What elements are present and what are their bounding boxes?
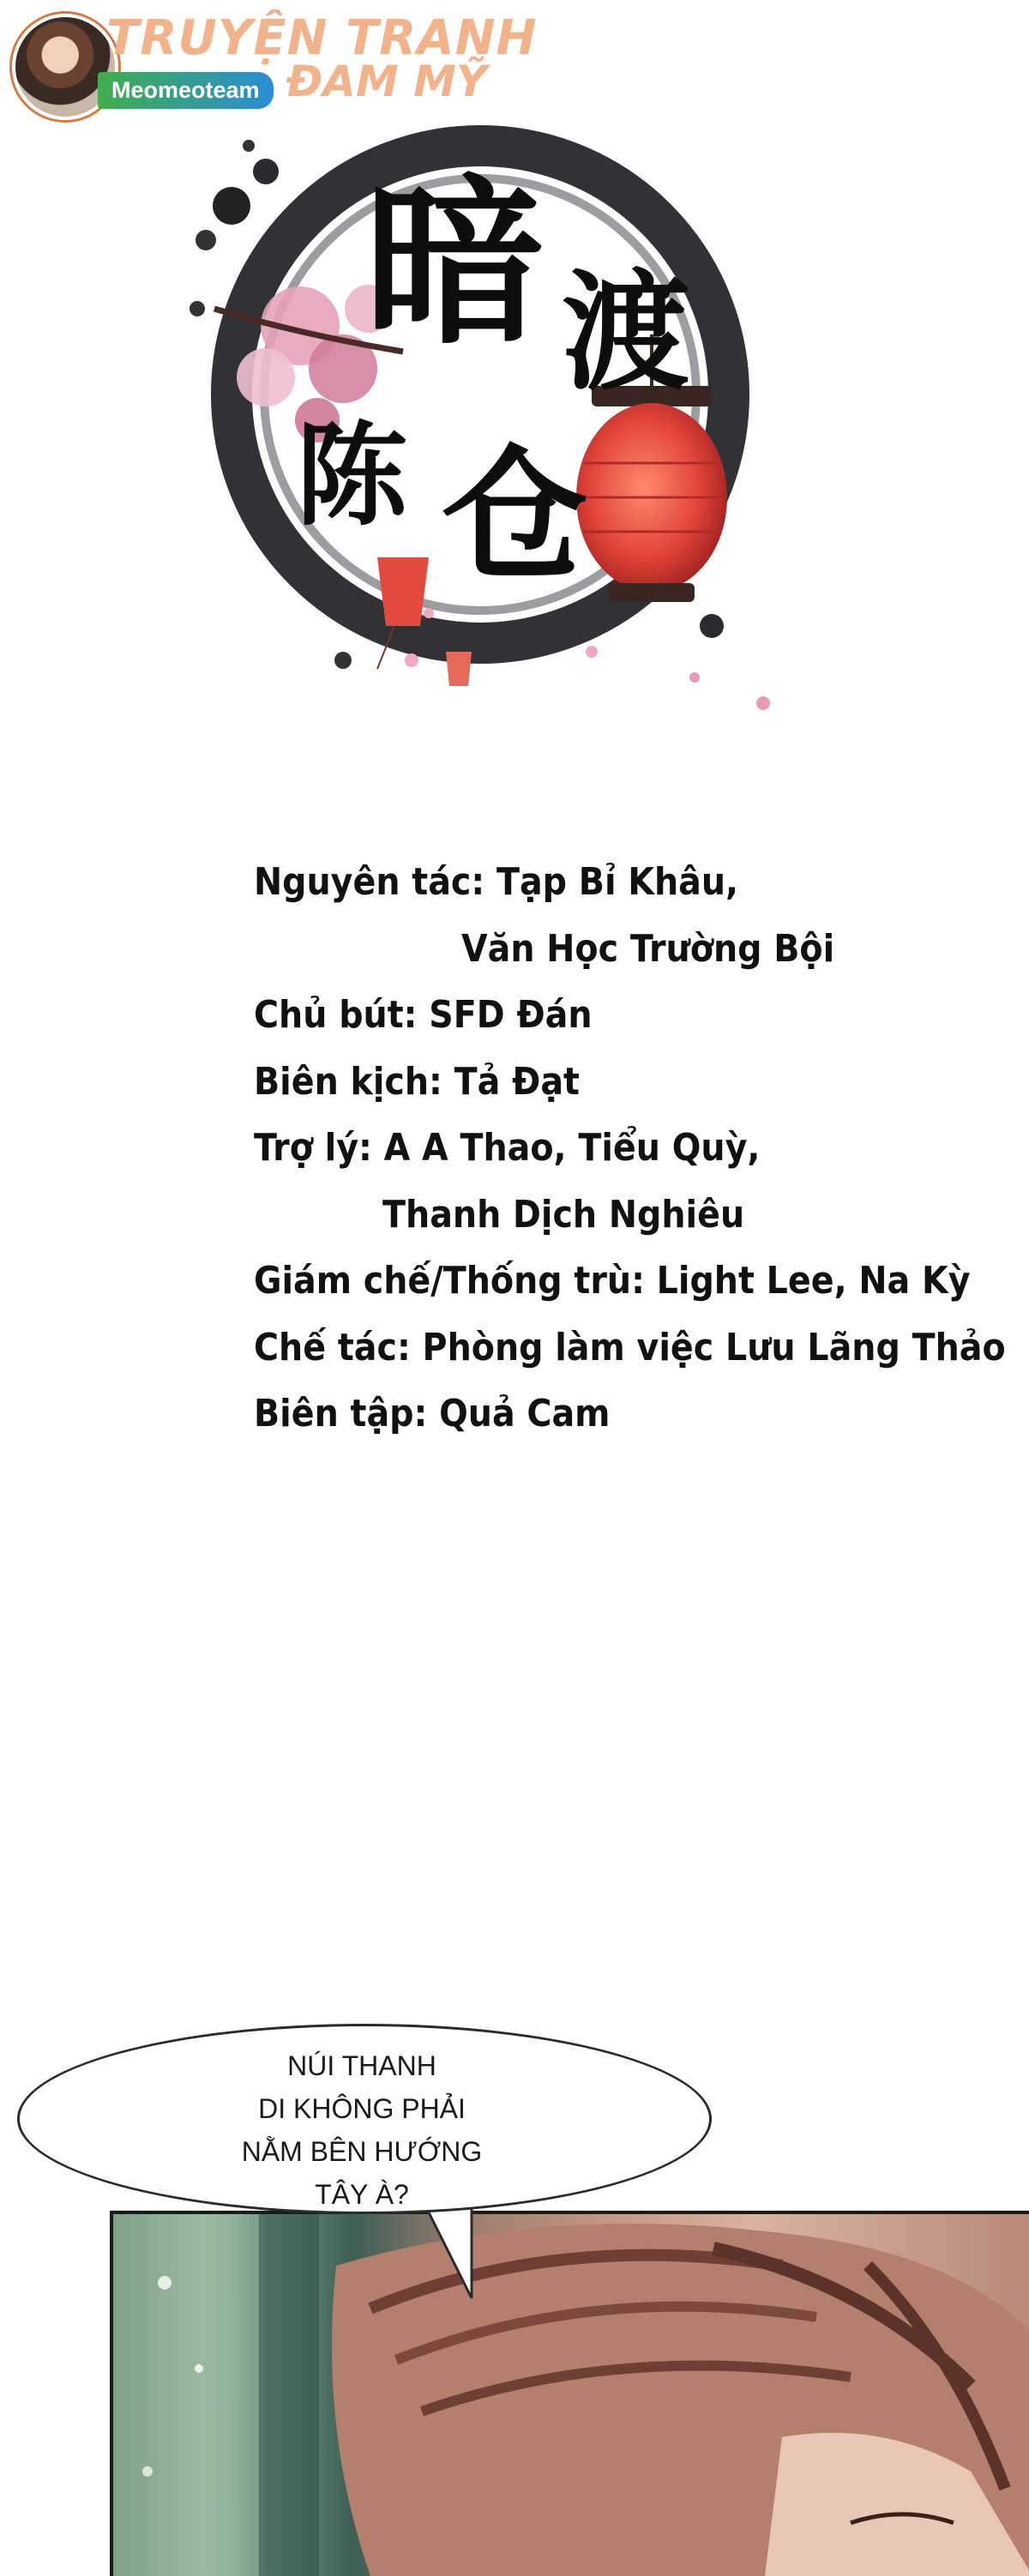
site-watermark <box>12 12 544 115</box>
team-badge: Meomeoteam <box>98 72 274 109</box>
speech-line: TÂY À? <box>315 2179 409 2210</box>
speech-line: NẰM BÊN HƯỚNG <box>241 2136 483 2167</box>
watermark-title: TRUYỆN TRANH <box>106 10 538 66</box>
speech-line: NÚI THANH <box>287 2050 436 2081</box>
series-title-logo <box>146 111 797 746</box>
credit-line: Biên kịch: Tả Đạt <box>254 1059 580 1104</box>
character-hair-art <box>113 2214 1029 2576</box>
speech-line: DI KHÔNG PHẢI <box>258 2093 466 2124</box>
comic-panel <box>110 2211 1029 2576</box>
speech-bubble-text <box>17 2044 707 2216</box>
credit-line: Chế tác: Phòng làm việc Lưu Lãng Thảo <box>254 1325 1006 1369</box>
credit-line: Thanh Dịch Nghiêu <box>382 1192 745 1237</box>
title-char-2: 渡 <box>561 257 691 408</box>
title-char-3: 陈 <box>295 410 408 541</box>
credit-line: Nguyên tác: Tạp Bỉ Khâu, <box>254 860 739 904</box>
credits-block <box>254 849 1006 1447</box>
watermark-subtitle: ĐAM MỸ <box>286 57 488 106</box>
credit-line: Biên tập: Quả Cam <box>254 1392 611 1435</box>
credit-line: Giám chế/Thống trù: Light Lee, Na Kỳ <box>254 1259 971 1303</box>
title-char-4: 仓 <box>441 430 588 601</box>
credit-line: Trợ lý: A A Thao, Tiểu Quỳ, <box>254 1126 761 1170</box>
credit-line: Văn Học Trường Bội <box>461 926 835 971</box>
title-char-1: 暗 <box>364 157 545 369</box>
credit-line: Chủ bút: SFD Đán <box>254 993 593 1037</box>
